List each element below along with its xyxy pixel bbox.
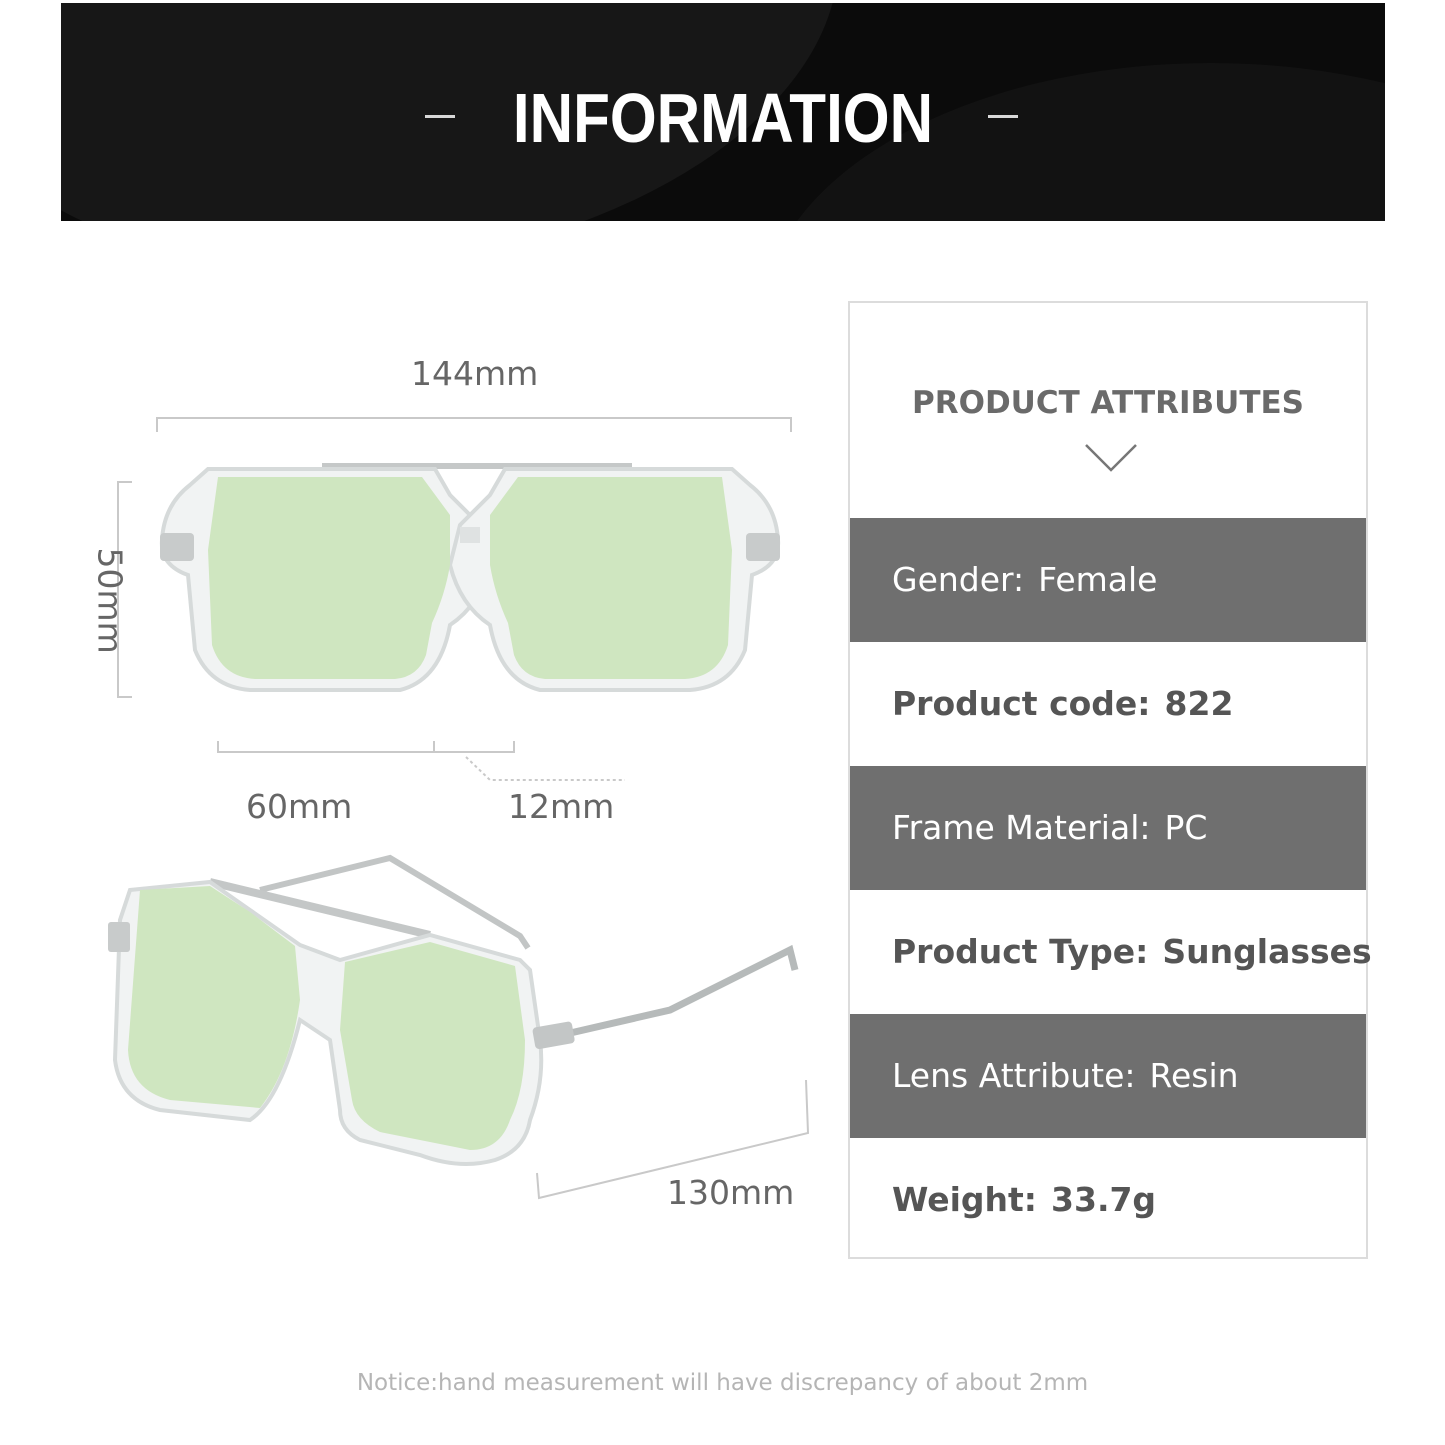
- dim-temple-length: 130mm: [667, 1173, 795, 1212]
- banner-title: INFORMATION: [512, 79, 934, 157]
- banner-dash-right: [988, 115, 1018, 118]
- nose-bridge: [460, 527, 480, 543]
- glasses-front-view: [150, 455, 790, 705]
- temple-near: [540, 950, 795, 1040]
- attribute-row-product-code: [850, 642, 1366, 766]
- dim-bridge: 12mm: [508, 787, 615, 826]
- attribute-row-lens-attribute: [850, 1014, 1366, 1138]
- attribute-value: Sunglasses: [1162, 932, 1372, 971]
- measurement-notice: Notice:hand measurement will have discrepancy of about 2mm: [356, 1370, 1089, 1396]
- attribute-label: Lens Attribute:: [892, 1056, 1136, 1095]
- attribute-label: Product code:: [892, 684, 1151, 723]
- lens-right: [490, 477, 732, 679]
- dim-total-width: 144mm: [411, 354, 539, 393]
- attribute-value: 822: [1164, 684, 1234, 723]
- attribute-label: Product Type:: [892, 932, 1149, 971]
- attribute-value: PC: [1164, 808, 1208, 847]
- attribute-label: Weight:: [892, 1180, 1038, 1219]
- attribute-row-weight: [850, 1138, 1366, 1262]
- attribute-value: Female: [1038, 560, 1158, 599]
- dim-lens-width: 60mm: [246, 787, 353, 826]
- lens-right-angled: [340, 942, 525, 1150]
- chevron-down-icon: [1084, 443, 1138, 473]
- attributes-title: PRODUCT ATTRIBUTES: [912, 385, 1304, 421]
- attribute-label: Frame Material:: [892, 808, 1151, 847]
- lens-left: [208, 477, 450, 679]
- dim-lens-height: 50mm: [90, 547, 130, 654]
- attribute-value: Resin: [1149, 1056, 1239, 1095]
- hinge-far: [108, 922, 130, 952]
- attribute-row-gender: [850, 518, 1366, 642]
- attribute-row-product-type: [850, 890, 1372, 1014]
- attribute-value: 33.7g: [1051, 1180, 1157, 1219]
- attribute-row-frame-material: [850, 766, 1366, 890]
- hinge-left: [160, 533, 194, 561]
- lens-left-angled: [128, 886, 300, 1108]
- product-attributes-panel: [848, 301, 1372, 1259]
- hinge-right: [746, 533, 780, 561]
- glasses-side-view: [100, 850, 810, 1190]
- attribute-label: Gender:: [892, 560, 1025, 599]
